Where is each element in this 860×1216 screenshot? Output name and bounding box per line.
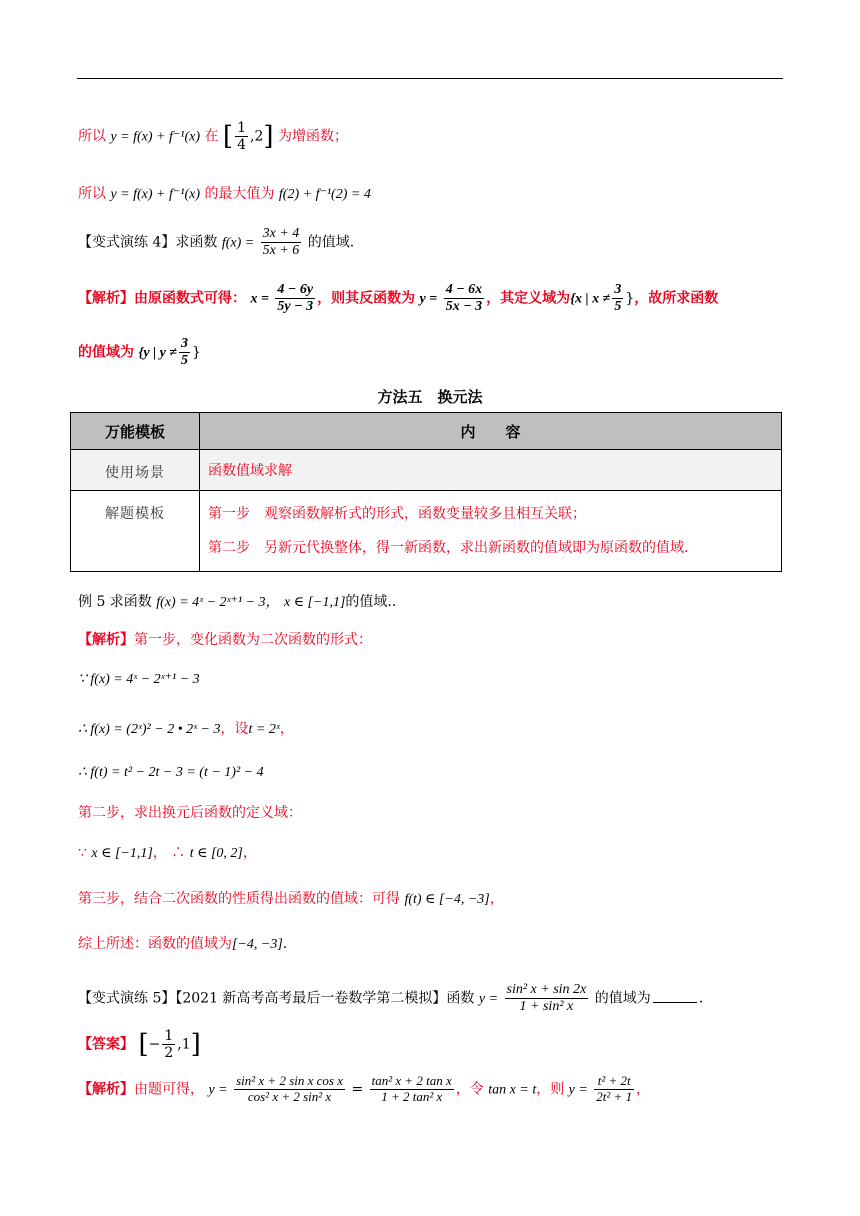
frac-den: 1 + sin² x bbox=[519, 999, 574, 1015]
solution-tag: 【解析】 bbox=[78, 1081, 134, 1098]
text-let: ，令 bbox=[455, 1081, 484, 1098]
frac-den: cos² x + 2 sin² x bbox=[247, 1088, 332, 1104]
punct: ， bbox=[279, 721, 294, 737]
minus-sign: − bbox=[148, 1036, 161, 1053]
math-example-func: f(x) = 4ˣ − 2ˣ⁺¹ − 3， bbox=[156, 595, 280, 610]
text-domain: ，其定义域为 bbox=[486, 290, 571, 307]
math-example-domain: x ∈ [−1,1] bbox=[283, 595, 346, 610]
example-5-step1 bbox=[78, 630, 372, 650]
math-substitution: t = 2ˣ bbox=[248, 722, 280, 737]
text-from-original: 由原函数式可得： bbox=[134, 290, 246, 307]
conclusion-line bbox=[78, 934, 287, 955]
frac-den: 5 bbox=[181, 353, 189, 369]
text-range: 的值域.. bbox=[345, 594, 397, 610]
example-5-label: 例 5 求函数 bbox=[78, 594, 152, 610]
text-inverse: ，则其反函数为 bbox=[317, 290, 416, 307]
frac-num: 3 bbox=[612, 282, 623, 299]
equation-4-line bbox=[78, 843, 257, 864]
variant-5-question bbox=[78, 982, 703, 1015]
frac-num: tan² x + 2 tan x bbox=[371, 1073, 452, 1088]
frac-den: 2 bbox=[164, 1045, 174, 1062]
text-range: 的值域. bbox=[307, 234, 355, 251]
frac-num: 4 − 6y bbox=[275, 282, 315, 299]
text-from-problem: 由题可得， bbox=[134, 1081, 204, 1098]
step-1-text: 第一步，变化函数为二次函数的形式： bbox=[134, 632, 372, 648]
template-step-2: 第二步 另新元代换整体，得一新函数，求出新函数的值域即为原函数的值域. bbox=[208, 540, 689, 556]
answer-tag: 【答案】 bbox=[78, 1036, 134, 1053]
frac-num: 3 bbox=[179, 336, 190, 353]
solution-4-line-2 bbox=[78, 336, 201, 369]
answer-blank bbox=[653, 988, 697, 1003]
math-y-eq: y = bbox=[419, 291, 438, 307]
math-fx: f(x) = bbox=[221, 235, 255, 251]
punct: ， bbox=[636, 1081, 651, 1098]
text-range-is: 的值域为 bbox=[594, 990, 651, 1007]
text-increasing: 为增函数； bbox=[277, 128, 348, 145]
frac-den: 1 + 2 tan² x bbox=[381, 1088, 443, 1104]
set-close: } bbox=[192, 344, 201, 361]
frac-num: sin² x + 2 sin x cos x bbox=[236, 1073, 343, 1088]
punct: ， bbox=[152, 845, 167, 861]
solution-5-line bbox=[78, 1074, 650, 1105]
punct: ， bbox=[242, 845, 257, 861]
example-5-question bbox=[78, 592, 396, 613]
therefore-symbol: ∴ bbox=[171, 845, 186, 861]
math-ft-range: f(t) ∈ [−4, −3] bbox=[404, 892, 490, 907]
max-statement bbox=[78, 184, 371, 205]
punct: ， bbox=[489, 891, 504, 907]
frac-den: 2t² + 1 bbox=[596, 1088, 633, 1104]
frac-den: 5x − 3 bbox=[445, 299, 483, 315]
frac-num: 1 bbox=[237, 120, 246, 136]
table-row bbox=[71, 491, 782, 572]
header-rule bbox=[77, 78, 783, 79]
frac-den: 5y − 3 bbox=[277, 299, 314, 315]
row-label-scenario: 使用场景 bbox=[71, 450, 200, 491]
conclusion-text: 综上所述：函数的值域为 bbox=[78, 936, 232, 952]
variant-4-question bbox=[78, 226, 354, 259]
text-let: ，设 bbox=[220, 721, 249, 737]
frac-den: 4 bbox=[237, 137, 246, 154]
math-tan-sub: tan x = t bbox=[488, 1082, 537, 1098]
equation-1: ∵ f(x) = 4ˣ − 2ˣ⁺¹ − 3 bbox=[78, 672, 200, 687]
frac-den: 5x + 6 bbox=[262, 243, 300, 259]
solution-tag: 【解析】 bbox=[78, 632, 134, 648]
text-so-2: 所以 bbox=[78, 186, 106, 202]
row-content-scenario: 函数值域求解 bbox=[200, 450, 782, 491]
math-final-range: [−4, −3] bbox=[232, 937, 283, 952]
variant-5-label: 【变式演练 5】【2021 新高考高考最后一卷数学第二模拟】函数 bbox=[78, 990, 475, 1007]
math-max-result: f(2) + f⁻¹(2) = 4 bbox=[278, 187, 371, 202]
math-set-x: {x | x ≠ bbox=[570, 291, 611, 307]
math-sum-func: y = f(x) + f⁻¹(x) bbox=[110, 129, 201, 145]
frac-num: sin² x + sin 2x bbox=[505, 982, 589, 999]
table-header-template: 万能模板 bbox=[71, 413, 200, 450]
set-close: } bbox=[625, 290, 635, 307]
frac-num: 1 bbox=[164, 1028, 174, 1044]
math-y-eq: y = bbox=[478, 991, 499, 1007]
frac-num: 4 − 6x bbox=[444, 282, 484, 299]
math-x-eq: x = bbox=[250, 291, 269, 307]
equation-2: ∴ f(x) = (2ˣ)² − 2 • 2ˣ − 3 bbox=[78, 722, 221, 737]
table-header-content: 内 容 bbox=[200, 413, 782, 450]
template-table bbox=[70, 412, 782, 572]
increasing-statement: 所以 y = f(x) + f⁻¹(x) 在 [ $\frac{1}{4}$ ,2] 为增函数； bbox=[78, 120, 348, 154]
interval-end: ,2 bbox=[250, 128, 264, 145]
math-sum-func-2: y = f(x) + f⁻¹(x) bbox=[110, 187, 201, 202]
solution-tag: 【解析】 bbox=[78, 290, 134, 307]
step-3-line bbox=[78, 889, 504, 910]
row-label-template: 解题模板 bbox=[71, 491, 200, 572]
math-t-domain: t ∈ [0, 2] bbox=[189, 846, 243, 861]
text-so: 所以 bbox=[78, 128, 106, 145]
frac-num: 3x + 4 bbox=[261, 226, 302, 243]
equation-2-line bbox=[78, 719, 294, 740]
template-step-1: 第一步 观察函数解析式的形式，函数变量较多且相互关联； bbox=[208, 506, 586, 522]
method-heading: 方法五 换元法 bbox=[377, 388, 483, 406]
text-max: 的最大值为 bbox=[204, 186, 275, 202]
text-on: 在 bbox=[204, 128, 219, 145]
math-y-eq: y = bbox=[568, 1082, 588, 1098]
solution-4-line-1 bbox=[78, 282, 718, 315]
because-symbol: ∵ bbox=[78, 845, 87, 861]
frac-num: t² + 2t bbox=[594, 1074, 634, 1090]
math-set-y: {y | y ≠ bbox=[138, 345, 178, 361]
equals-sign: = bbox=[351, 1081, 364, 1098]
answer-line: 【答案】 [− $\frac{1}{2}$ ,1] bbox=[78, 1028, 201, 1062]
step-2-text: 第二步，求出换元后函数的定义域： bbox=[78, 805, 302, 821]
punct: . bbox=[282, 936, 288, 952]
equation-3: ∴ f(t) = t² − 2t − 3 = (t − 1)² − 4 bbox=[78, 765, 264, 780]
frac-den: 5 bbox=[614, 299, 622, 315]
text-range-is: 的值域为 bbox=[78, 344, 134, 361]
math-y-eq: y = bbox=[208, 1082, 228, 1098]
text-therefore: ，故所求函数 bbox=[634, 290, 719, 307]
text-then: ，则 bbox=[536, 1081, 565, 1098]
math-x-domain: x ∈ [−1,1] bbox=[91, 846, 153, 861]
step-3-text: 第三步，结合二次函数的性质得出函数的值域：可得 bbox=[78, 891, 400, 907]
interval-end: ,1 bbox=[177, 1036, 191, 1053]
table-row bbox=[71, 450, 782, 491]
punct: . bbox=[698, 990, 704, 1007]
variant-4-label: 【变式演练 4】求函数 bbox=[78, 234, 218, 251]
